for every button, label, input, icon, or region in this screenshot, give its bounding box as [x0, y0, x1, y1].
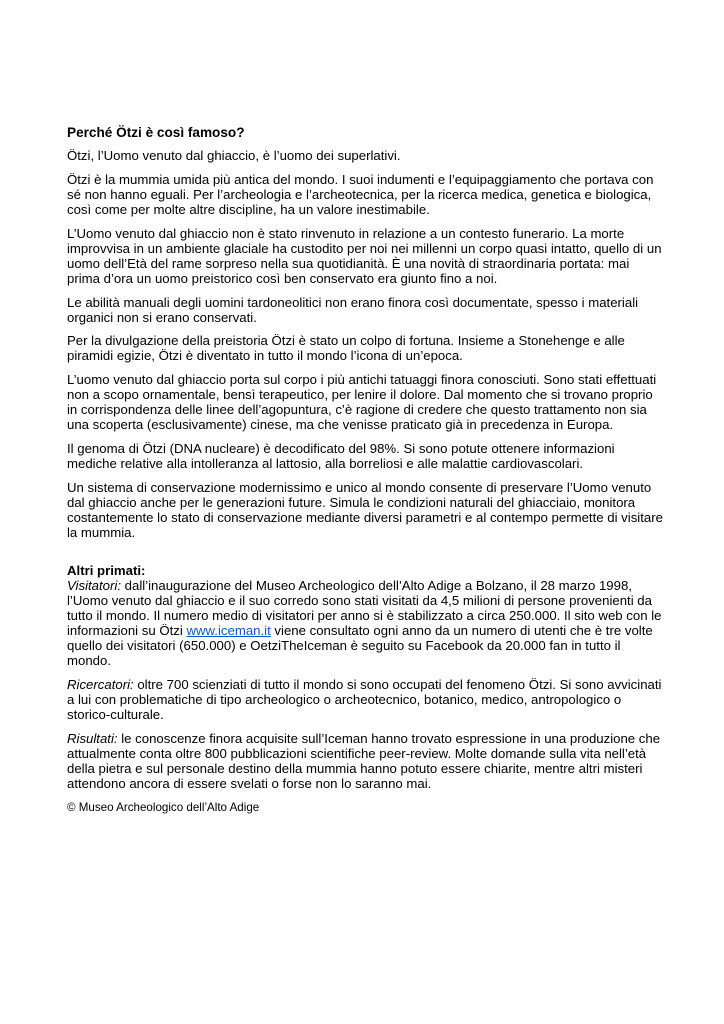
visitatori-text-2: viene consultato ogni anno da un numero di utenti che è tre volte quello dei visitatori (650.000) e OetziTheIceman è seguito su Facebook da 20.000 fan in tutto il mondo.	[67, 623, 653, 669]
paragraph-ricercatori	[67, 677, 665, 722]
section-heading-altri-primati: Altri primati:	[67, 562, 146, 578]
visitatori-text-1: dall’inaugurazione del Museo Archeologico dell’Alto Adige a Bolzano, il 28 marzo 1998, l’Uomo venuto dal ghiaccio e il suo corredo sono stati visitati da 4,5 milioni di persone provenienti da tutto il mondo. Il numero medio di visitatori per anno si è stabilizzato a circa 250.000. Il sito web con le informazioni su Ötzi	[67, 577, 662, 639]
document-page	[67, 124, 665, 815]
paragraph-genoma: Il genoma di Ötzi (DNA nucleare) è decodificato del 98%. Si sono potute ottenere informazioni mediche relative alla intolleranza al lattosio, alla borreliosi e alle malattie cardiovascolari.	[67, 441, 615, 472]
paragraph-visitatori	[67, 563, 665, 669]
intro-paragraph: Ötzi, l’Uomo venuto dal ghiaccio, è l’uomo dei superlativi.	[67, 148, 401, 163]
label-visitatori: Visitatori:	[67, 577, 121, 593]
paragraph-contesto: L’Uomo venuto dal ghiaccio non è stato rinvenuto in relazione a un contesto funerario. La morte improvvisa in un ambiente glaciale ha custodito per noi nei millenni un corpo quasi intatto, quello di un uomo dell’Età del rame sorpreso nella sua quotidianità. È una novità di straordinaria portata: mai prima d’ora un uomo preistorico così ben conservato era giunto fino a noi.	[67, 225, 662, 286]
paragraph-abilita: Le abilità manuali degli uomini tardoneolitici non erano finora così documentate, spesso i materiali organici non si erano conservati.	[67, 294, 639, 325]
page-title: Perché Ötzi è così famoso?	[67, 125, 245, 140]
paragraph-mummia: Ötzi è la mummia umida più antica del mondo. I suoi indumenti e l’equipaggiamento che portava con sé non hanno eguali. Per l’archeologia e l’archeotecnica, per la ricerca medica, genetica e biologica, così come per molte altre discipline, ha un valore inestimabile.	[67, 171, 654, 217]
paragraph-divulgazione: Per la divulgazione della preistoria Ötzi è stato un colpo di fortuna. Insieme a Stonehenge e alle piramidi egizie, Ötzi è diventato in tutto il mondo l’icona di un’epoca.	[67, 333, 625, 364]
paragraph-risultati	[67, 731, 665, 791]
risultati-text: le conoscenze finora acquisite sull’Iceman hanno trovato espressione in una produzione che attualmente conta oltre 800 pubblicazioni scientifiche peer-review. Molte domande sulla vita nell’età della pietra e sul personale destino della mummia hanno potuto essere chiarite, mentre altri misteri attendono ancora di essere svelati o forse non lo saranno mai.	[67, 730, 661, 792]
label-risultati: Risultati:	[67, 730, 118, 746]
ricercatori-text: oltre 700 scienziati di tutto il mondo si sono occupati del fenomeno Ötzi. Si sono avvicinati a lui con problematiche di tipo archeologico o archeotecnico, botanico, medico, antropologico o storico-culturale.	[67, 677, 662, 723]
paragraph-conservazione: Un sistema di conservazione modernissimo e unico al mondo consente di preservare l’Uomo venuto dal ghiaccio anche per le generazioni future. Simula le condizioni naturali del ghiacciaio, monitora costantemente lo stato di conservazione mediante diversi parametri e al contempo permette di visitare la mummia.	[67, 479, 663, 541]
paragraph-tatuaggi: L’uomo venuto dal ghiaccio porta sul corpo i più antichi tatuaggi finora conosciuti. Sono stati effettuati non a scopo ornamentale, bensì terapeutico, per lenire il dolore. Dal momento che si trovano proprio in corrispondenza delle linee dell’agopuntura, c’è ragione di credere che questo trattamento non sia una scoperta (esclusivamente) cinese, ma che venisse praticato già in precedenza in Europa.	[67, 372, 657, 433]
section-spacer	[67, 549, 665, 563]
copyright-footer: © Museo Archeologico dell’Alto Adige	[67, 800, 260, 814]
iceman-website-link[interactable]: www.iceman.it	[186, 623, 271, 639]
label-ricercatori: Ricercatori:	[67, 677, 134, 693]
